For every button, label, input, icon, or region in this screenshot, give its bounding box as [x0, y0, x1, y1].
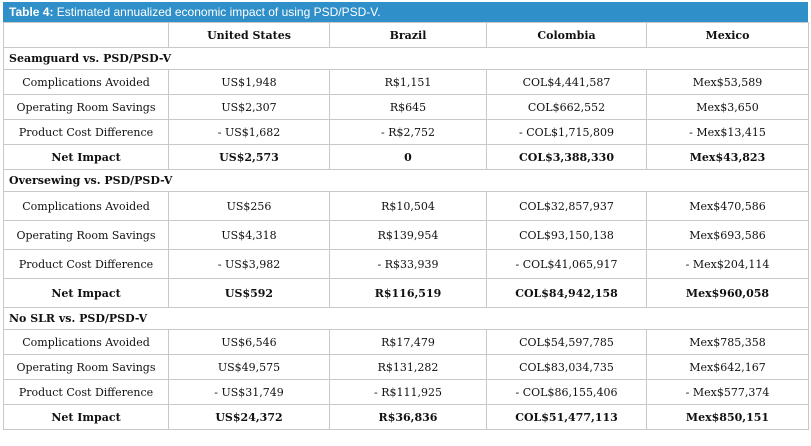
row-label: Net Impact	[4, 145, 169, 170]
table-row	[4, 250, 809, 279]
cell-value: - US$31,749	[169, 380, 330, 405]
cell-value: US$4,318	[169, 221, 330, 250]
section-title: Seamguard vs. PSD/PSD-V	[4, 48, 809, 70]
cell-value: - R$33,939	[330, 250, 487, 279]
cell-value: Mex$470,586	[647, 192, 809, 221]
cell-value: - US$3,982	[169, 250, 330, 279]
cell-value: - Mex$204,114	[647, 250, 809, 279]
economic-impact-table	[3, 22, 809, 430]
cell-value: Mex$850,151	[647, 405, 809, 430]
row-label: Product Cost Difference	[4, 380, 169, 405]
cell-value: US$2,573	[169, 145, 330, 170]
cell-value: Mex$960,058	[647, 279, 809, 308]
header-cell-brazil: Brazil	[330, 23, 487, 48]
cell-value: COL$4,441,587	[487, 70, 647, 95]
cell-value: - COL$86,155,406	[487, 380, 647, 405]
cell-value: R$116,519	[330, 279, 487, 308]
cell-value: COL$93,150,138	[487, 221, 647, 250]
net-impact-row	[4, 145, 809, 170]
cell-value: Mex$693,586	[647, 221, 809, 250]
net-impact-row	[4, 279, 809, 308]
cell-value: - COL$1,715,809	[487, 120, 647, 145]
cell-value: US$6,546	[169, 330, 330, 355]
cell-value: US$24,372	[169, 405, 330, 430]
cell-value: COL$83,034,735	[487, 355, 647, 380]
cell-value: - US$1,682	[169, 120, 330, 145]
cell-value: Mex$53,589	[647, 70, 809, 95]
row-label: Net Impact	[4, 279, 169, 308]
header-cell-colombia: Colombia	[487, 23, 647, 48]
cell-value: R$17,479	[330, 330, 487, 355]
cell-value: COL$32,857,937	[487, 192, 647, 221]
cell-value: COL$662,552	[487, 95, 647, 120]
cell-value: 0	[330, 145, 487, 170]
cell-value: R$131,282	[330, 355, 487, 380]
cell-value: US$256	[169, 192, 330, 221]
row-label: Product Cost Difference	[4, 120, 169, 145]
cell-value: Mex$43,823	[647, 145, 809, 170]
cell-value: Mex$3,650	[647, 95, 809, 120]
row-label: Complications Avoided	[4, 192, 169, 221]
section-title: Oversewing vs. PSD/PSD-V	[4, 170, 809, 192]
row-label: Net Impact	[4, 405, 169, 430]
section-header-row	[4, 308, 809, 330]
table-container	[3, 2, 808, 430]
cell-value: R$36,836	[330, 405, 487, 430]
caption-text: Estimated annualized economic impact of using PSD/PSD-V.	[53, 5, 381, 19]
table-row	[4, 330, 809, 355]
cell-value: Mex$785,358	[647, 330, 809, 355]
cell-value: US$2,307	[169, 95, 330, 120]
row-label: Complications Avoided	[4, 330, 169, 355]
cell-value: - Mex$13,415	[647, 120, 809, 145]
cell-value: - R$2,752	[330, 120, 487, 145]
row-label: Product Cost Difference	[4, 250, 169, 279]
row-label: Operating Room Savings	[4, 95, 169, 120]
net-impact-row	[4, 405, 809, 430]
cell-value: Mex$642,167	[647, 355, 809, 380]
header-cell-empty	[4, 23, 169, 48]
table-row	[4, 70, 809, 95]
table-row	[4, 355, 809, 380]
cell-value: US$49,575	[169, 355, 330, 380]
row-label: Operating Room Savings	[4, 221, 169, 250]
cell-value: COL$3,388,330	[487, 145, 647, 170]
row-label: Operating Room Savings	[4, 355, 169, 380]
section-header-row	[4, 170, 809, 192]
section-title: No SLR vs. PSD/PSD-V	[4, 308, 809, 330]
cell-value: R$10,504	[330, 192, 487, 221]
table-row	[4, 380, 809, 405]
cell-value: - Mex$577,374	[647, 380, 809, 405]
cell-value: US$1,948	[169, 70, 330, 95]
cell-value: US$592	[169, 279, 330, 308]
cell-value: - COL$41,065,917	[487, 250, 647, 279]
cell-value: COL$84,942,158	[487, 279, 647, 308]
section-header-row	[4, 48, 809, 70]
header-row	[4, 23, 809, 48]
cell-value: R$1,151	[330, 70, 487, 95]
table-row	[4, 192, 809, 221]
table-caption	[3, 2, 808, 22]
cell-value: COL$51,477,113	[487, 405, 647, 430]
table-row	[4, 95, 809, 120]
row-label: Complications Avoided	[4, 70, 169, 95]
header-cell-mexico: Mexico	[647, 23, 809, 48]
caption-label: Table 4:	[9, 5, 54, 19]
table-row	[4, 221, 809, 250]
cell-value: COL$54,597,785	[487, 330, 647, 355]
cell-value: - R$111,925	[330, 380, 487, 405]
header-cell-united-states: United States	[169, 23, 330, 48]
cell-value: R$139,954	[330, 221, 487, 250]
cell-value: R$645	[330, 95, 487, 120]
table-row	[4, 120, 809, 145]
